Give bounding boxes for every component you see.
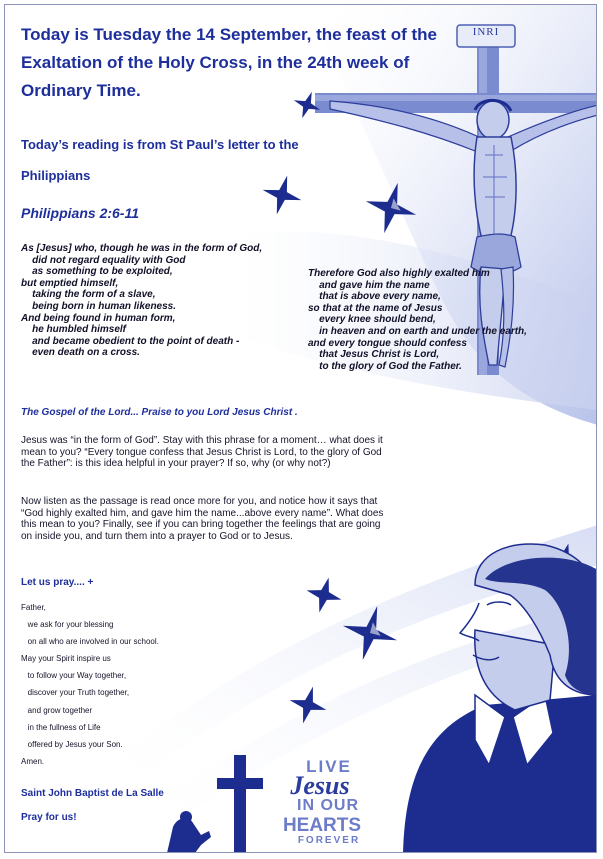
prayer-heading: Let us pray.... + xyxy=(21,577,94,588)
gospel-acclamation: The Gospel of the Lord... Praise to you Lord Jesus Christ . xyxy=(21,407,298,418)
pray-for-us: Pray for us! xyxy=(21,812,77,823)
page-frame xyxy=(4,4,597,853)
prayer-text: Father, we ask for your blessing on all who are involved in our school. May your Spirit inspire us to follow your Way together, discover your Truth together, and grow together in the fullness of Life offered by Jesus your Son. Amen. xyxy=(21,603,159,766)
scripture-text-right: Therefore God also highly exalted him and gave him the name that is above every name, so that at the name of Jesus every knee should bend, in heaven and on earth and under the earth, and every tongue should confess that Jesus Christ is Lord, to the glory of God the Father. xyxy=(308,268,527,372)
logo-in-our: IN OUR xyxy=(297,797,359,814)
reading-intro: Today’s reading is from St Paul’s letter to the Philippians xyxy=(21,137,299,183)
logo-hearts: HEARTS xyxy=(282,815,362,836)
reflection-paragraph: Now listen as the passage is read once more for you, and notice how it says that “God highly exalted him, and gave him the name...above every name”. What does this mean to you? Finally, see if you can bring together the feelings that are going on inside you, and turn them into a prayer to God or to Jesus. xyxy=(21,496,384,542)
star-icon xyxy=(302,573,346,617)
page-title: Today is Tuesday the 14 September, the feast of the Exaltation of the Holy Cross, in the 24th week of Ordinary Time. xyxy=(21,25,437,100)
scripture-text-left: As [Jesus] who, though he was in the form of God, did not regard equality with God as something to be exploited, but emptied himself, taking the form of a slave, being born in human likeness. And being found in human form, he humbled himself and became obedient to the point of death - even death on a cross. xyxy=(21,243,263,359)
inri-sign: INRI xyxy=(472,26,500,38)
logo-jesus: Jesus xyxy=(290,771,350,800)
reflection-paragraph: Jesus was “in the form of God”. Stay with this phrase for a moment… what does it mean to you? “Every tongue confess that Jesus Christ is Lord, to the glory of God the Father”: is this idea helpful in your prayer? If so, why (or why not?) xyxy=(21,435,383,470)
saint-name: Saint John Baptist de La Salle xyxy=(21,788,164,799)
scripture-reference: Philippians 2:6-11 xyxy=(21,205,139,221)
logo-forever: FOREVER xyxy=(297,835,361,846)
logo-live: LIVE xyxy=(306,757,352,776)
